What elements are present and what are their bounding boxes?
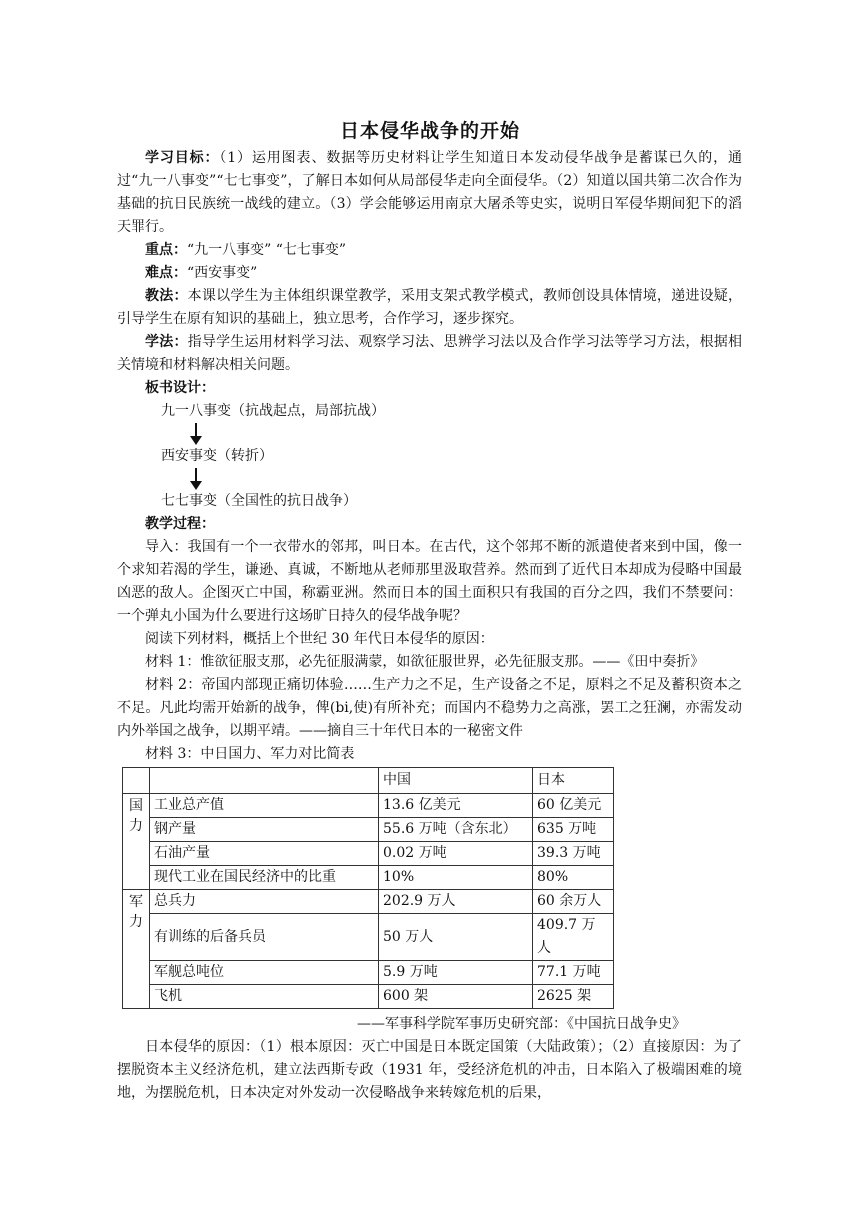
table-cell: 2625 架 — [533, 985, 614, 1009]
teaching-method-label: 教法： — [145, 288, 188, 304]
material-3: 材料 3：中日国力、军力对比简表 — [145, 746, 355, 762]
material-1: 材料 1：惟欲征服支那，必先征服满蒙，如欲征服世界，必先征服支那。——《田中奏折》 — [145, 654, 705, 670]
table-row — [123, 842, 614, 866]
learning-method-text: 指导学生运用材料学习法、观察学习法、思辨学习法以及合作学习法等学习方法，根据相关情境和材料解决相关问题。 — [117, 334, 743, 373]
learning-objectives — [117, 147, 742, 239]
table-header-cell — [150, 768, 379, 794]
table-row — [123, 914, 614, 961]
table-row — [123, 794, 614, 818]
table-cell: 钢产量 — [150, 818, 379, 842]
table-row — [123, 985, 614, 1009]
table-cell: 5.9 万吨 — [379, 961, 533, 985]
table-cell: 13.6 亿美元 — [379, 794, 533, 818]
table-header-row — [123, 768, 614, 794]
document-body — [117, 147, 742, 1105]
table-header-cell: 中国 — [379, 768, 533, 794]
table-cell: 工业总产值 — [150, 794, 379, 818]
table-cell: 飞机 — [150, 985, 379, 1009]
table-cell: 0.02 万吨 — [379, 842, 533, 866]
board-design-label: 板书设计： — [145, 380, 215, 396]
key-points-label: 重点： — [145, 242, 187, 258]
table-cell: 635 万吨 — [533, 818, 614, 842]
process-heading — [117, 513, 742, 536]
table-cell: 10% — [379, 866, 533, 890]
material-2: 材料 2：帝国内部现正痛切体验……生产力之不足，生产设备之不足，原料之不足及蓄积资本之不足。凡此均需开始新的战争，俾(bi,使)有所补充；而国内不稳势力之高涨，罢工之狂澜，亦需发动内外举国之战争，以期平靖。——摘自三十年代日本的一秘密文件 — [117, 677, 742, 739]
causes-paragraph: 日本侵华的原因：（1）根本原因：灭亡中国是日本既定国策（大陆政策）；（2）直接原因：为了摆脱资本主义经济危机，建立法西斯专政（1931 年，受经济危机的冲击，日本陷入了极端困难的境地，为摆脱危机，日本决定对外发动一次侵略战争来转嫁危机的后果， — [117, 1039, 742, 1101]
flow-step: 七七事变（全国性的抗日战争） — [161, 493, 357, 509]
flow-step: 西安事变（转折） — [161, 448, 273, 464]
table-row — [123, 818, 614, 842]
table-header-cell — [123, 768, 150, 794]
table-row — [123, 961, 614, 985]
table-row — [123, 866, 614, 890]
teaching-method-text: 本课以学生为主体组织课堂教学，采用支架式教学模式，教师创设具体情境，递进设疑，引导学生在原有知识的基础上，独立思考，合作学习，逐步探究。 — [117, 288, 743, 327]
learning-method-label: 学法： — [145, 334, 188, 350]
table-cell: 600 架 — [379, 985, 533, 1009]
down-arrow-icon — [186, 468, 206, 490]
key-points — [117, 239, 742, 262]
table-header-cell: 日本 — [533, 768, 614, 794]
comparison-table — [122, 767, 614, 1009]
table-cell: 60 亿美元 — [533, 794, 614, 818]
process-label: 教学过程： — [145, 516, 215, 532]
objectives-text: （1）运用图表、数据等历史材料让学生知道日本发动侵华战争是蓄谋已久的，通过“九一八事变”“七七事变”，了解日本如何从局部侵华走向全面侵华。（2）知道以国共第二次合作为基础的抗日民族统一战线的建立。（3）学会能够运用南京大屠杀等史实，说明日军侵华期间犯下的滔天罪行。 — [117, 150, 743, 235]
objectives-label: 学习目标： — [145, 150, 220, 166]
table-cell: 有训练的后备兵员 — [150, 914, 379, 961]
table-source: ——军事科学院军事历史研究部：《中国抗日战争史》 — [357, 1016, 686, 1032]
intro-paragraph: 导入：我国有一个一衣带水的邻邦，叫日本。在古代，这个邻邦不断的派遣使者来到中国，像一个求知若渴的学生，谦逊、真诚，不断地从老师那里汲取营养。然而到了近代日本却成为侵略中国最凶恶的敌人。企图灭亡中国，称霸亚洲。然而日本的国土面积只有我国的百分之四，我们不禁要问：一个弹丸小国为什么要进行这场旷日持久的侵华战争呢？ — [117, 539, 742, 624]
difficulty-text: “西安事变” — [187, 265, 258, 281]
difficulty-label: 难点： — [145, 265, 187, 281]
table-cell: 55.6 万吨（含东北） — [379, 818, 533, 842]
difficulty — [117, 262, 742, 285]
table-row — [123, 890, 614, 914]
learning-method — [117, 331, 742, 377]
flow-step: 九一八事变（抗战起点，局部抗战） — [161, 403, 385, 419]
table-cell: 50 万人 — [379, 914, 533, 961]
down-arrow-icon — [186, 423, 206, 445]
reading-prompt: 阅读下列材料，概括上个世纪 30 年代日本侵华的原因： — [145, 631, 494, 647]
key-points-text: “九一八事变” “七七事变” — [187, 242, 347, 258]
teaching-method — [117, 285, 742, 331]
table-cell: 军舰总吨位 — [150, 961, 379, 985]
page-title: 日本侵华战争的开始 — [339, 120, 520, 142]
group-label: 国力 — [123, 794, 150, 890]
group-label: 军力 — [123, 890, 150, 1009]
table-cell: 80% — [533, 866, 614, 890]
table-cell: 现代工业在国民经济中的比重 — [150, 866, 379, 890]
table-cell: 39.3 万吨 — [533, 842, 614, 866]
table-cell: 202.9 万人 — [379, 890, 533, 914]
table-cell: 60 余万人 — [533, 890, 614, 914]
table-cell: 总兵力 — [150, 890, 379, 914]
table-cell: 409.7 万人 — [533, 914, 614, 961]
board-design-flow — [161, 400, 742, 513]
board-design-heading — [117, 377, 742, 400]
table-cell: 77.1 万吨 — [533, 961, 614, 985]
table-cell: 石油产量 — [150, 842, 379, 866]
